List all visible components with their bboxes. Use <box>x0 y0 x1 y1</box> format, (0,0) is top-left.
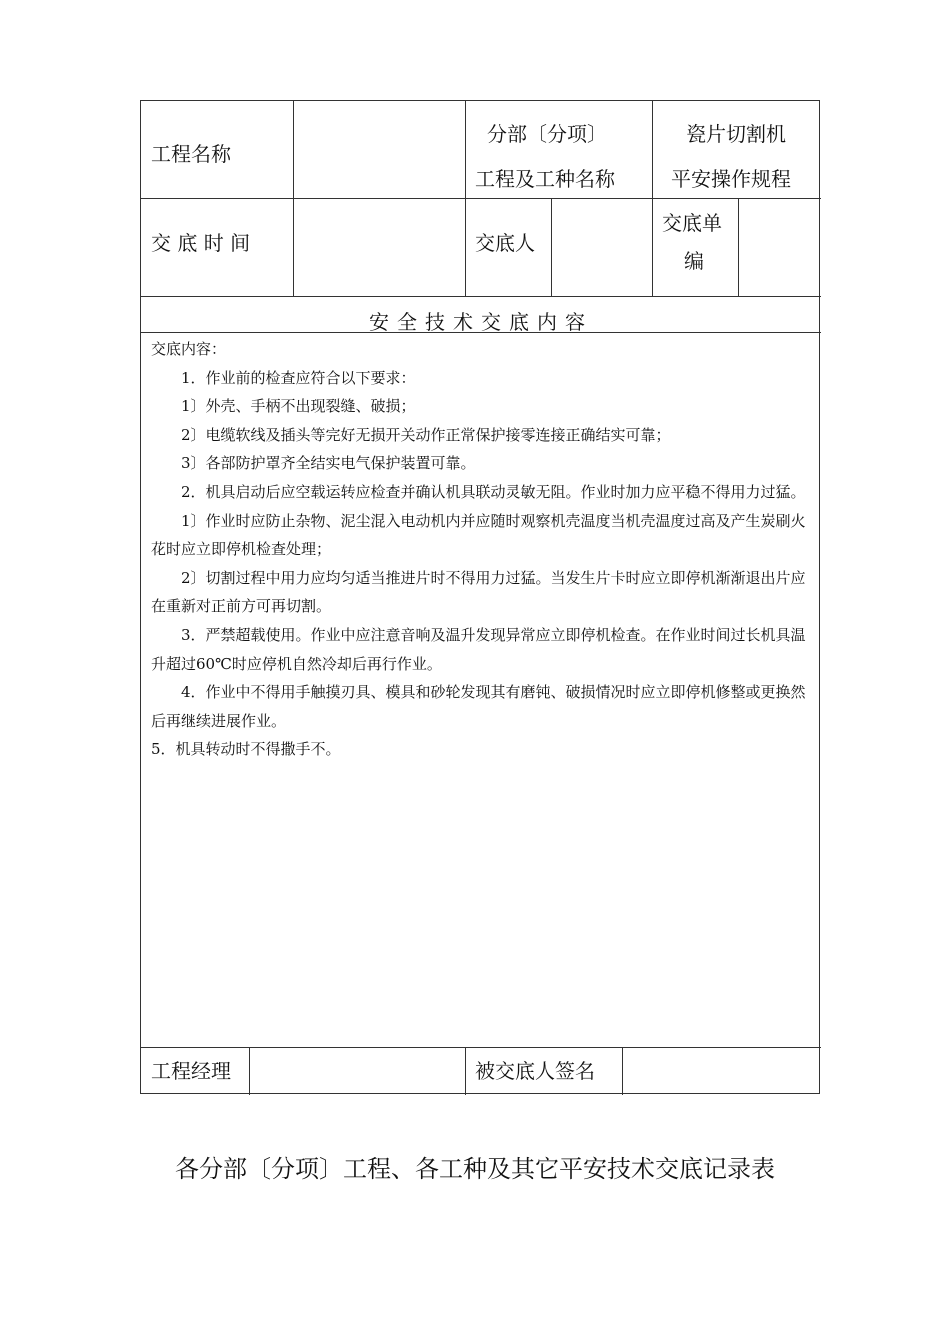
content-paragraph: 2〕电缆软线及插头等完好无损开关动作正常保护接零连接正确结实可靠； <box>181 425 671 444</box>
recipient-sign-label: 被交底人签名 <box>475 1059 595 1083</box>
row-divider-2 <box>141 296 821 297</box>
handover-unit-label-line1: 交底单 <box>662 211 722 235</box>
col-divider-h <box>622 1047 623 1095</box>
section-title: 安全技术交底内容 <box>369 310 593 334</box>
subproject-label-line2: 工程及工种名称 <box>475 167 615 191</box>
content-paragraph: 4．作业中不得用手触摸刃具、模具和砂轮发现其有磨钝、破损情况时应立即停机修整或更换然后再继续进展作业。 <box>151 683 806 730</box>
subproject-label-line1: 分部〔分项〕 <box>487 122 607 146</box>
content-last-line: 5．机具转动时不得撒手不。 <box>151 740 341 759</box>
col-divider-a <box>293 101 294 296</box>
project-manager-label: 工程经理 <box>151 1059 231 1083</box>
row-divider-4 <box>141 1047 821 1048</box>
handover-unit-label-line2: 编 <box>684 249 704 273</box>
subproject-value-line1: 瓷片切割机 <box>686 122 786 146</box>
content-paragraph: 1．作业前的检查应符合以下要求： <box>181 368 416 387</box>
col-divider-c <box>652 101 653 296</box>
content-paragraph: 3．严禁超载使用。作业中应注意音响及温升发现异常应立即停机检查。在作业时间过长机具温升超过60℃时应停机自然冷却后再行作业。 <box>151 625 806 673</box>
content-intro: 交底内容： <box>151 340 227 358</box>
handover-time-label: 交 底 时 间 <box>151 231 251 255</box>
col-divider-f <box>249 1047 250 1095</box>
content-paragraph: 1〕外壳、手柄不出现裂缝、破损； <box>181 397 416 416</box>
handover-content <box>151 335 813 764</box>
content-paragraph: 1〕作业时应防止杂物、泥尘混入电动机内并应随时观察机壳温度当机壳温度过高及产生炭刷火花时应立即停机检查处理； <box>151 511 806 559</box>
content-paragraph: 2〕切割过程中用力应均匀适当推进片时不得用力过猛。当发生片卡时应立即停机渐渐退出片应在重新对正前方可再切割。 <box>151 568 806 616</box>
subproject-value-line2: 平安操作规程 <box>671 167 791 191</box>
col-divider-b <box>465 101 466 296</box>
col-divider-e <box>738 198 739 296</box>
handover-person-label: 交底人 <box>475 231 535 255</box>
col-divider-g <box>465 1047 466 1095</box>
row-divider-1 <box>141 198 821 199</box>
col-divider-d <box>551 198 552 296</box>
handover-record-table <box>140 100 820 1094</box>
project-name-label: 工程名称 <box>151 142 231 166</box>
content-paragraph: 3〕各部防护罩齐全结实电气保护装置可靠。 <box>181 454 476 473</box>
content-paragraph: 2．机具启动后应空载运转应检查并确认机具联动灵敏无阻。作业时加力应平稳不得用力过猛。 <box>181 482 806 501</box>
page-title: 各分部〔分项〕工程、各工种及其它平安技术交底记录表 <box>175 1155 775 1183</box>
